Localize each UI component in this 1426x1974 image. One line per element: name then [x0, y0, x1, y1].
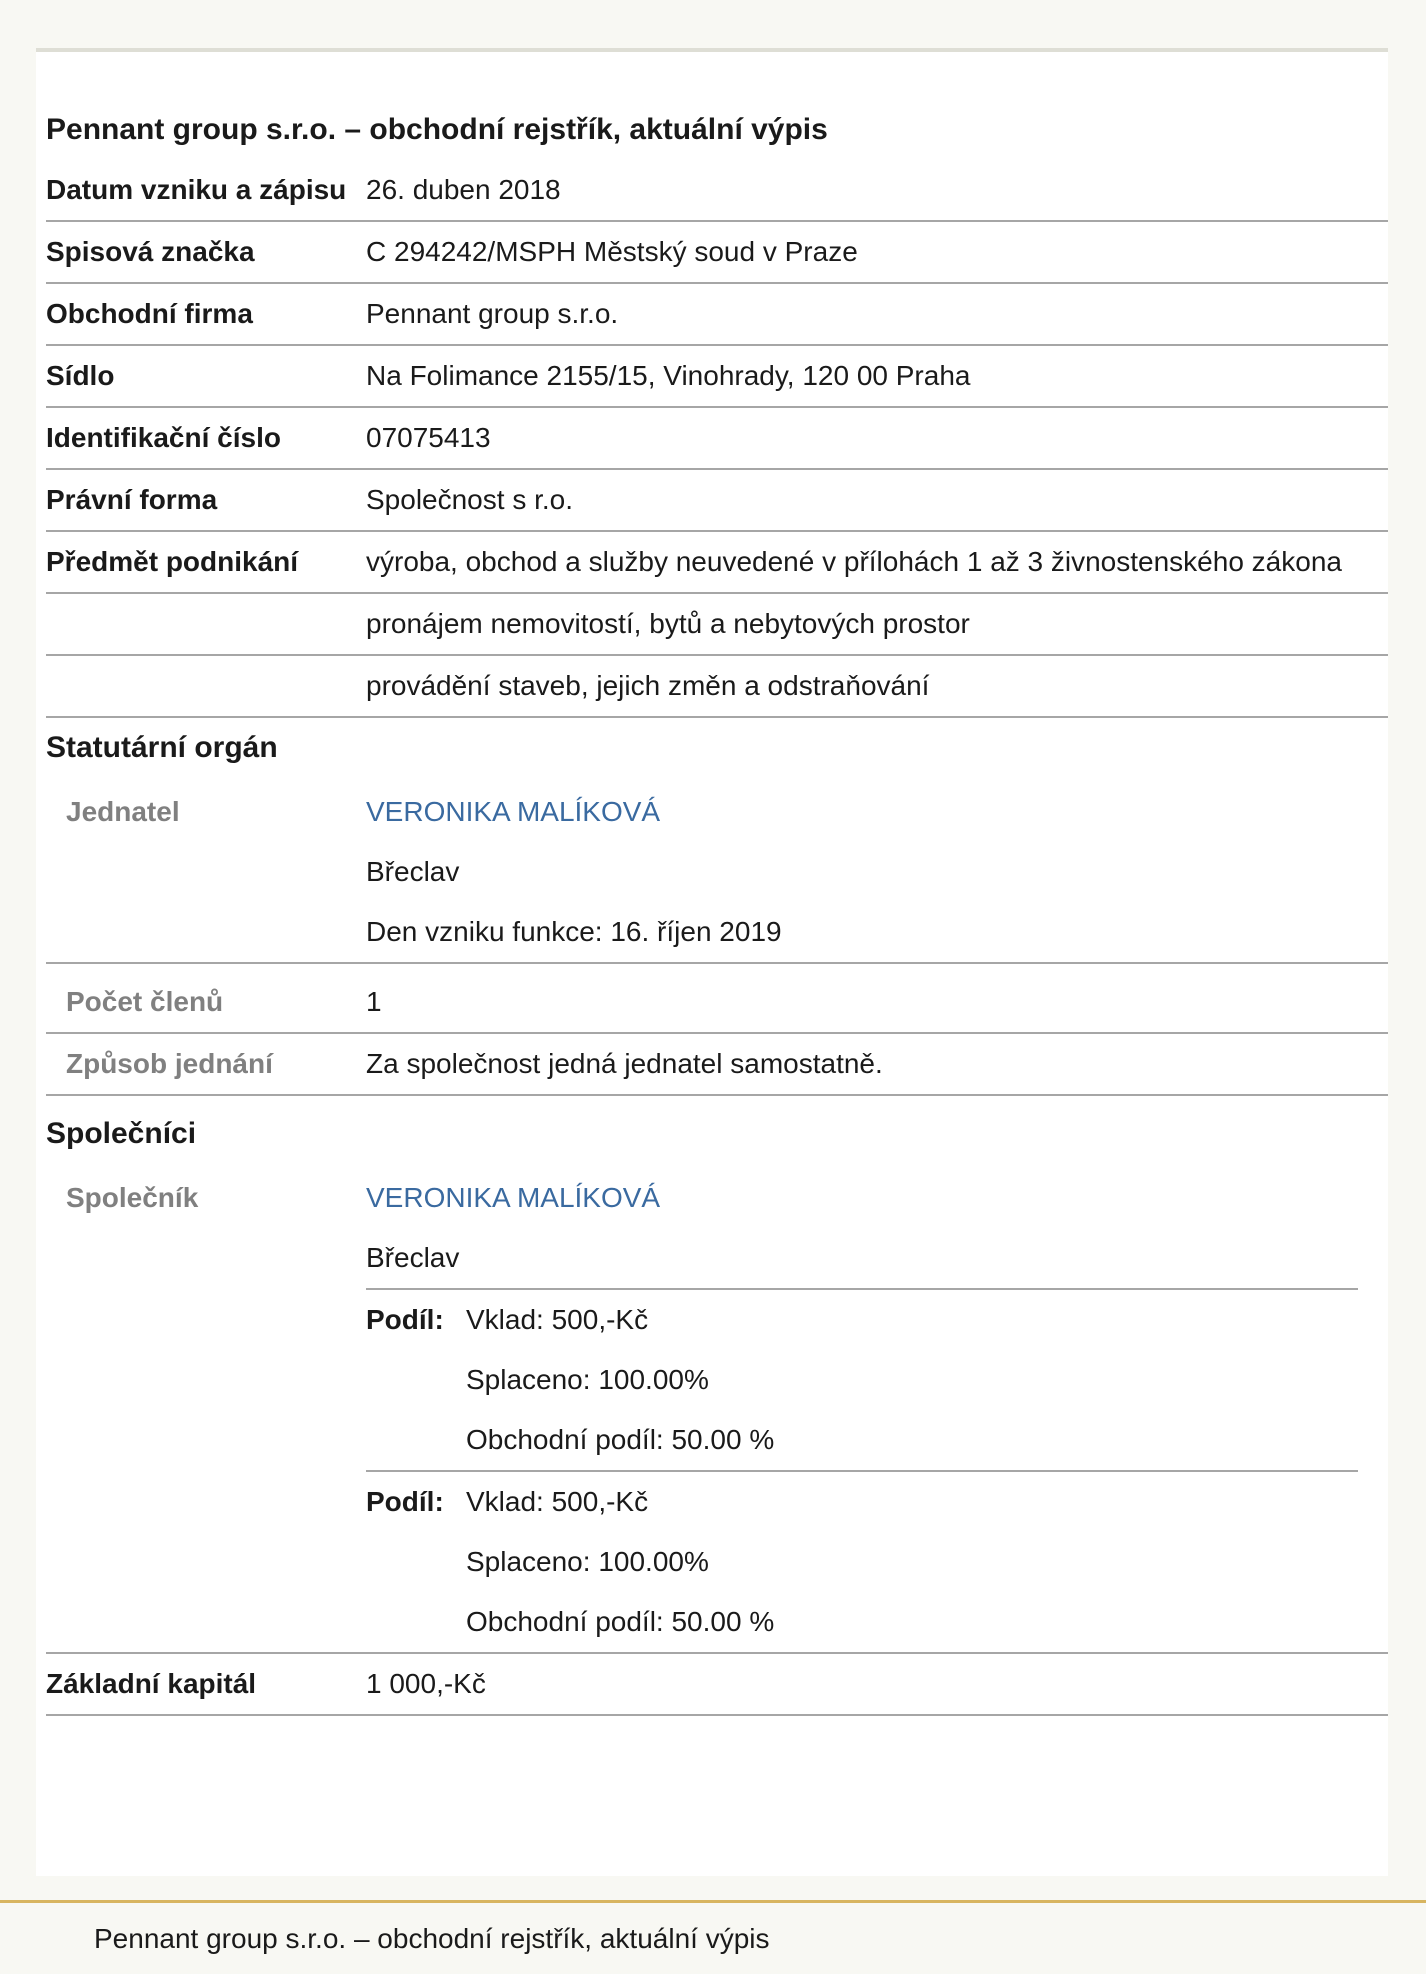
label-ico: Identifikační číslo	[46, 422, 281, 453]
label-datum-vzniku: Datum vzniku a zápisu	[46, 174, 347, 205]
value-zakladni-kapital: 1 000,-Kč	[366, 1668, 486, 1699]
share-label-1: Podíl:	[366, 1304, 444, 1335]
label-zakladni-kapital: Základní kapitál	[46, 1668, 257, 1699]
page-title: Pennant group s.r.o. – obchodní rejstřík, aktuální výpis	[46, 113, 828, 146]
label-spolecnik: Společník	[66, 1182, 199, 1213]
row-predmet-podnikani	[46, 532, 1388, 594]
share-vklad-2: Vklad: 500,-Kč	[466, 1486, 649, 1517]
label-predmet-podnikani: Předmět podnikání	[46, 546, 299, 577]
row-jednatel	[46, 782, 1388, 964]
value-spisova-znacka: C 294242/MSPH Městský soud v Praze	[366, 236, 858, 267]
value-pravni-forma: Společnost s r.o.	[366, 484, 574, 515]
footer-divider	[0, 1900, 1426, 1903]
row-pravni-forma	[46, 470, 1388, 532]
row-pocet-clenu	[46, 964, 1388, 1034]
share-block-2	[366, 1470, 1358, 1652]
share-podil-2: Obchodní podíl: 50.00 %	[466, 1606, 775, 1637]
label-sidlo: Sídlo	[46, 360, 115, 391]
share-label-2: Podíl:	[366, 1486, 444, 1517]
row-predmet-podnikani-2	[46, 594, 1388, 656]
section-statutarni-organ: Statutární orgán	[46, 731, 278, 764]
footer-text: Pennant group s.r.o. – obchodní rejstřík, aktuální výpis	[94, 1923, 770, 1954]
value-pocet-clenu: 1	[366, 986, 382, 1017]
jednatel-since: Den vzniku funkce: 16. říjen 2019	[366, 916, 782, 947]
value-predmet-2: pronájem nemovitostí, bytů a nebytových prostor	[366, 608, 970, 639]
value-obchodni-firma: Pennant group s.r.o.	[366, 298, 619, 329]
share-splaceno-1: Splaceno: 100.00%	[466, 1364, 709, 1395]
label-jednatel: Jednatel	[66, 796, 180, 827]
row-zakladni-kapital	[46, 1654, 1388, 1716]
value-predmet-1: výroba, obchod a služby neuvedené v přílohách 1 až 3 živnostenského zákona	[366, 546, 1342, 577]
spolecnik-name-link[interactable]: VERONIKA MALÍKOVÁ	[366, 1182, 661, 1213]
share-block-1	[366, 1288, 1358, 1470]
share-podil-1: Obchodní podíl: 50.00 %	[466, 1424, 775, 1455]
row-obchodni-firma	[46, 284, 1388, 346]
jednatel-city: Břeclav	[366, 856, 460, 887]
register-content	[46, 100, 1388, 1716]
label-obchodni-firma: Obchodní firma	[46, 298, 253, 329]
value-spolecnik	[366, 1168, 1388, 1652]
value-predmet-3: provádění staveb, jejich změn a odstraňování	[366, 670, 930, 701]
value-jednatel	[366, 782, 1388, 962]
row-datum-vzniku	[46, 160, 1388, 222]
value-datum-vzniku: 26. duben 2018	[366, 174, 561, 205]
share-values-2	[466, 1472, 1358, 1652]
row-spolecnik	[46, 1168, 1388, 1654]
section-spolecnici: Společníci	[46, 1117, 197, 1150]
label-spisova-znacka: Spisová značka	[46, 236, 255, 267]
row-ico	[46, 408, 1388, 470]
share-vklad-1: Vklad: 500,-Kč	[466, 1304, 649, 1335]
label-pocet-clenu: Počet členů	[66, 986, 224, 1017]
row-sidlo	[46, 346, 1388, 408]
jednatel-name-link[interactable]: VERONIKA MALÍKOVÁ	[366, 796, 661, 827]
row-spisova-znacka	[46, 222, 1388, 284]
share-values-1	[466, 1290, 1358, 1470]
row-zpusob-jednani	[46, 1034, 1388, 1096]
value-zpusob-jednani: Za společnost jedná jednatel samostatně.	[366, 1048, 883, 1079]
spolecnik-city: Břeclav	[366, 1242, 460, 1273]
register-card	[36, 48, 1388, 1876]
label-pravni-forma: Právní forma	[46, 484, 218, 515]
share-splaceno-2: Splaceno: 100.00%	[466, 1546, 709, 1577]
label-zpusob-jednani: Způsob jednání	[66, 1048, 273, 1079]
row-predmet-podnikani-3	[46, 656, 1388, 718]
value-ico: 07075413	[366, 422, 491, 453]
value-sidlo: Na Folimance 2155/15, Vinohrady, 120 00 Praha	[366, 360, 971, 391]
